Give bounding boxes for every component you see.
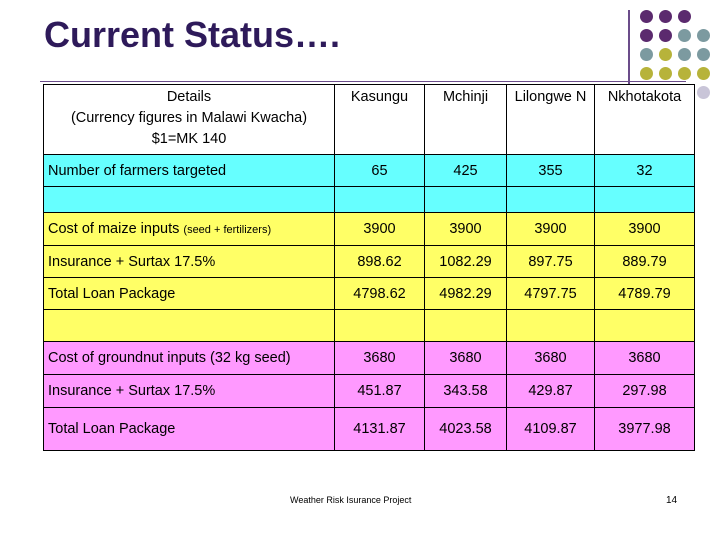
decorative-horizontal-line <box>40 81 686 82</box>
cell-value: 3680 <box>595 342 695 375</box>
column-header-kasungu: Kasungu <box>335 85 425 155</box>
cell-value: 898.62 <box>335 246 425 278</box>
dot-icon <box>697 29 710 42</box>
dot-icon <box>659 48 672 61</box>
cell-value: 3680 <box>425 342 507 375</box>
table-row <box>44 246 695 278</box>
column-header-nkhotakota: Nkhotakota <box>595 85 695 155</box>
cell-value: 1082.29 <box>425 246 507 278</box>
cell-value: 32 <box>595 155 695 187</box>
cell-value: 3900 <box>335 213 425 246</box>
dot-icon <box>678 29 691 42</box>
dot-icon <box>640 10 653 23</box>
table-row <box>44 213 695 246</box>
table-row <box>44 155 695 187</box>
cell-value: 65 <box>335 155 425 187</box>
dot-icon <box>640 29 653 42</box>
dot-icon <box>678 67 691 80</box>
dot-icon <box>659 67 672 80</box>
slide-title: Current Status…. <box>44 14 341 55</box>
table-row <box>44 342 695 375</box>
cell-value: 3900 <box>507 213 595 246</box>
dot-icon <box>697 86 710 99</box>
cell-value: 343.58 <box>425 375 507 408</box>
cell-value: 4798.62 <box>335 278 425 310</box>
cell-value: 4109.87 <box>507 408 595 451</box>
cell-value: 4789.79 <box>595 278 695 310</box>
dot-icon <box>640 48 653 61</box>
spacer-row <box>44 310 695 342</box>
row-label: Insurance + Surtax 17.5% <box>44 375 335 408</box>
row-label: Number of farmers targeted <box>44 155 335 187</box>
cell-value: 429.87 <box>507 375 595 408</box>
spacer-row <box>44 187 695 213</box>
cell-value: 297.98 <box>595 375 695 408</box>
dot-icon <box>678 10 691 23</box>
cell-value: 3900 <box>595 213 695 246</box>
currency-note: (Currency figures in Malawi Kwacha) <box>70 110 308 126</box>
dot-icon <box>659 29 672 42</box>
row-label: Total Loan Package <box>44 408 335 451</box>
table-row <box>44 278 695 310</box>
table-row <box>44 375 695 408</box>
cell-value: 897.75 <box>507 246 595 278</box>
table-row <box>44 408 695 451</box>
column-header-lilongwe-n: Lilongwe N <box>507 85 595 155</box>
status-table <box>43 84 695 451</box>
details-header-cell <box>44 85 335 155</box>
row-label: Total Loan Package <box>44 278 335 310</box>
cell-value: 3680 <box>507 342 595 375</box>
cell-value: 451.87 <box>335 375 425 408</box>
dot-icon <box>640 67 653 80</box>
details-title: Details <box>166 89 212 105</box>
cell-value: 355 <box>507 155 595 187</box>
dot-icon <box>678 48 691 61</box>
table-header-row <box>44 85 695 155</box>
footer-project-name: Weather Risk Isurance Project <box>290 495 412 505</box>
cell-value: 3680 <box>335 342 425 375</box>
exchange-rate: $1=MK 140 <box>151 131 227 147</box>
cell-value: 4797.75 <box>507 278 595 310</box>
page-number: 14 <box>666 495 678 506</box>
column-header-mchinji: Mchinji <box>425 85 507 155</box>
cell-value: 4131.87 <box>335 408 425 451</box>
dot-icon <box>659 10 672 23</box>
dot-icon <box>697 67 710 80</box>
cell-value: 4023.58 <box>425 408 507 451</box>
cell-value: 889.79 <box>595 246 695 278</box>
cell-value: 3900 <box>425 213 507 246</box>
row-label: Cost of groundnut inputs (32 kg seed) <box>44 342 335 375</box>
cell-value: 425 <box>425 155 507 187</box>
dot-icon <box>697 48 710 61</box>
row-label: Insurance + Surtax 17.5% <box>44 246 335 278</box>
row-label: Cost of maize inputs (seed + fertilizers) <box>44 213 335 246</box>
cell-value: 4982.29 <box>425 278 507 310</box>
cell-value: 3977.98 <box>595 408 695 451</box>
